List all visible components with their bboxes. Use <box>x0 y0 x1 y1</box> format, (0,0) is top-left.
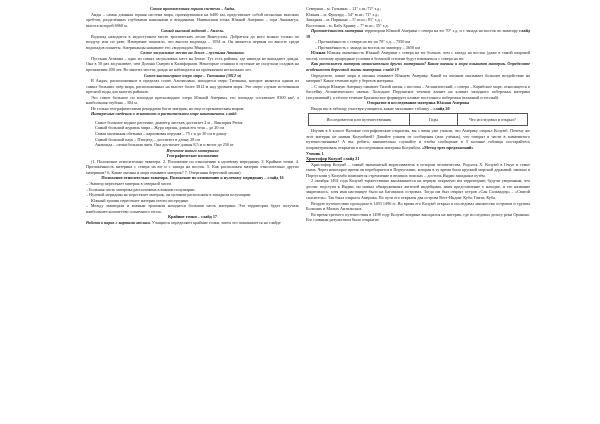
south-extent-text: Южная оконечность Южной Америки с севера на юг больше, чем с запада на восток (даже в самой широкой части), поэтому природные условия в большой степени будут изменяться с севера на юг. <box>306 50 530 61</box>
section-subtitle-geo-position: Географическое положение <box>166 153 219 159</box>
paragraph-andes: Анды – самая длинная горная система мира, протянувшаяся на 6400 км, представляет собой несколько высоких хребтов, разделённых глубокими каньонами и впадинами. Наивысшая точка Южной Америки – гора Аконкагуа, высота которой 6960 м. <box>86 11 299 28</box>
list-item: Самый большой журавль мира – Жура гарпия, длина его тела – до 20 см <box>95 125 224 131</box>
equator-item: – Нулевой меридиан не пересекает материк, он целиком расположен в западном полушарии. <box>86 192 252 198</box>
section-title-equator: Положение относительно экватора. Положение по отношению к нулевому меридиану – слайд 16 <box>101 175 284 181</box>
oceans-title-text: Как расположен материк относительно других материков? Какие океаны и моря омывают материк. Определите особенности береговой линии материка. <box>306 61 530 73</box>
coord-line: Западная – м. Париньяс – 5° ю.ш.; 81° з.д.; <box>306 17 382 23</box>
table-header-cell: Годы <box>409 114 457 126</box>
list-item: Самое большое водное растение, диаметр листьев достигает 2 м – Виктория Регия <box>95 119 243 125</box>
right-column <box>306 6 530 420</box>
paragraph-columbus-bio: Христофор Колумб – самый знаменитый мореплаватель в истории человечества. Родился Х. Колумб в Генуе в семье ткача. Через некоторое время он перебирается в Португалию, которая в ту время была крупной морской державой, именно в Португалии у Колумба появляется стремление в великих поисках – достичь Индии западным путём. <box>306 161 530 178</box>
extent-item: – Протяжённость с севера на юг по 70° з.д. – 7350 км <box>315 39 411 45</box>
equator-item: – Экватор пересекает материк в северной части. <box>86 180 172 186</box>
paragraph-columbus-1492: 2 октября 1492 года Колумб торжественно высаживается на первую открытую им территорию; будучи уверенным, что достиг подступа к Индии, он назвал обнаруженных жителей индейцами, имея представление о находке, и это название закрепилось, хотя имя настоящее было на Багамских островах. Тогда им был открыт остров «Сан Сальвадор» – «Святой спаситель». Так была открыта Америка. По пути его открыты два острова Вест-Индии: Куба, Гаити, Куба. <box>306 178 530 200</box>
table-slide-ref: слайд 20 <box>433 105 450 111</box>
section-title-atacama: Самое засушливое место на Земле – пустыня Атакама. <box>140 50 245 56</box>
paragraph-atacama: Пустыня Атакама – одно из самых засушливых мест на Земле. Тут есть районы, где никогда не выпадают дожди. Она в 50 раз засушливее, чем Долина Смерти в Калифорнии. Некоторые станции в пустыне не получали осадков на протяжении 400 лет. Во многих местах дождь не наблюдался на протяжении нескольких лет. <box>86 55 299 73</box>
section-title-new-material: Изучение нового материала <box>166 147 219 153</box>
section-title-oceans <box>306 61 530 72</box>
paragraph-tropic: Южный тропик пересекает материк почти посередине. <box>91 197 190 203</box>
left-column <box>86 6 299 420</box>
oceans-slide-ref: слайд 19 <box>383 67 399 73</box>
flora-fauna-slide-ref: слайд <box>225 111 237 117</box>
tropic-item: – Между экватором и южным тропиком находится большая часть материка. Эта территория будет получать наибольшее количество солнечного тепла. <box>86 203 299 214</box>
coord-line: Восточная – м. Кабу Бранку – 7° ю.ш.; 35° з.д. <box>306 22 389 28</box>
table-intro-text: Вводя вас в таблицу участвуя учащиеся, какие заполняют таблицу – <box>311 105 433 111</box>
pairs-work-label: Работа в парах с картами атласа. <box>86 219 151 225</box>
coord-line: Северная – м. Гальинас – 12° с.ш.;72° з.д.; <box>306 6 382 11</box>
columbus-slide-ref: слайд 21 <box>343 156 360 162</box>
paragraph-organic-world: Не только географическими рекордами богат материк, но еще и органическим миром. <box>91 105 245 111</box>
list-item: Самый большой паук – Птицеед – достигает в длину 28 см <box>95 136 200 142</box>
table-header-row <box>309 114 528 126</box>
paragraph-columbus-intro <box>306 128 530 150</box>
section-title-discovery: Открытие и исследование материка Южная Америка <box>366 100 470 106</box>
paragraph-oceans-answer: – С запада Южную Америку омывает Тихий океан, с востока – Атлантический, с севера – Карибское море, относящееся к бассейну Атлантического океана. Холодное Перуанское течение влияет на климат западного побережья материка (засушливый), а тёплое течение Бразильское формирует климат восточного побережья (влажный и теплый). <box>306 83 530 100</box>
table-header-cell: Исследователи или путешественник <box>309 114 410 126</box>
list-item: Анаконда – самая большая змея. Она достигает длины 8,5 м и весит до 250 кг <box>95 142 234 148</box>
paragraph-oceans-task: Определите, какие моря и океаны омывают Южную Америку. Какой из океанов оказывает большее воздействие на материк? Какое течение идёт у берегов материка. <box>306 72 530 84</box>
columbus-intro-text: Изучив в 6 классе Великие географические открытия, вы с вами уже узнали, что Америку открыл Колумб. Почему же этот материк не назван Колумбией? Давайте узнаем из сообщения (или учёных), что говорят в части в знаменитого путешественника? А вы, ребята, внимательно слушайте и чтобы сообщение в 3 колонке таблицы постарайтесь охарактеризовать открытия и исследования материка Колумбом. <box>306 128 530 151</box>
paragraph-angel-falls: Водопад находится в недоступном месте тропических лесов Венесуэлы. Добраться до него можно только по воздуху или по реке. Измерение показало, что высота водопада – 1054 м. Он является первым по высоте среди водопадов планеты. Американцы называют его «водопадом Эйнджел». <box>86 33 299 50</box>
student-label: Ученик 1 <box>306 150 324 156</box>
columbus-name: Христофор Колумб <box>306 156 343 162</box>
extent-label: Протяжённость материка <box>311 28 364 34</box>
table-header-cell: Что исследовал и открыл? <box>457 114 527 126</box>
facts-list <box>86 120 299 148</box>
pairs-work-text: Учащиеся определяют крайние точки, затем это показывается на слайде <box>151 219 281 225</box>
paragraph-extent <box>306 28 530 39</box>
paragraph-south-extent <box>306 50 530 61</box>
paragraph-titicaca: В Андах, расположенное в пределах плато Альтиплано, находится озеро Титикака, которое является одним из самых больших озёр мира, расположенных на высоте более 3812 м над уровнем моря. Это озеро служит источником пресной воды для многих районов. <box>86 78 299 95</box>
paragraph-columbus-third: Во время третьего путешествия в 1498 году Колумб впервые высадился на материк, где исследовал дельту реки Ориноко. Его главным результатом было открытие <box>306 211 530 223</box>
flora-fauna-title-text: Интересные сведения о животном и растительном мире континента. <box>91 111 225 117</box>
paragraph-table-intro <box>306 106 530 112</box>
method-label: «Метод трех предложений» <box>422 145 474 151</box>
extent-item: – Протяжённость с запада на восток по экватору – 3650 км <box>315 44 420 50</box>
explorers-table <box>308 113 528 126</box>
section-title-andes: Самая протяженная горная система – Анды. <box>149 6 236 11</box>
equator-item: – Большая часть материка расположена в южном полушарии. <box>86 186 196 192</box>
section-title-titicaca: Самое высокогорное озеро мира – Титикака (3812 м) <box>143 72 242 78</box>
section-title-extreme-points: Крайние точки – слайд 17 <box>167 214 218 220</box>
list-item: Самая маленькая обезьяна – карликовая игрунка – 75 г и до 30 см в длину <box>95 131 227 137</box>
south-extent-label: Южная <box>311 50 326 56</box>
coord-line: Южная – м. Фроуард – 54° ю.ш.; 71° з.д.; <box>306 11 380 17</box>
paragraph-titicaca-area: Это самое большое по площади пресноводное озеро Южной Америки, его площадь составляет 8300 км², а наибольшая глубина – 304 м. <box>86 94 299 106</box>
extent-slide-ref: слайд 18 <box>306 28 530 39</box>
paragraph-pairs-work <box>86 220 299 226</box>
section-title-angel-falls: Самый высокий водопад – Анхель. <box>160 28 225 34</box>
paragraph-columbus-second: Вторую путешествие проходило в 1493 1496 гг. Во время его Колумб открыл и исследовал множество островов и группы Больших и Малых Антильских. <box>306 200 530 212</box>
extent-text: территории Южной Америки с севера на юг 70° з.д. и с запада на восток по экватору <box>364 28 518 34</box>
paragraph-geo-plan: (1. Положение относительно экватора. 2. Положение по отношению к нулевому меридиану. 3. Крайние точки. 4. Протяжённость материка с севера на юг и с запада на восток. 5. Как расположен материк относительно других материков? 6. Какие океаны и моря омывают материк? 7. Очертания береговой линии) <box>86 158 299 175</box>
